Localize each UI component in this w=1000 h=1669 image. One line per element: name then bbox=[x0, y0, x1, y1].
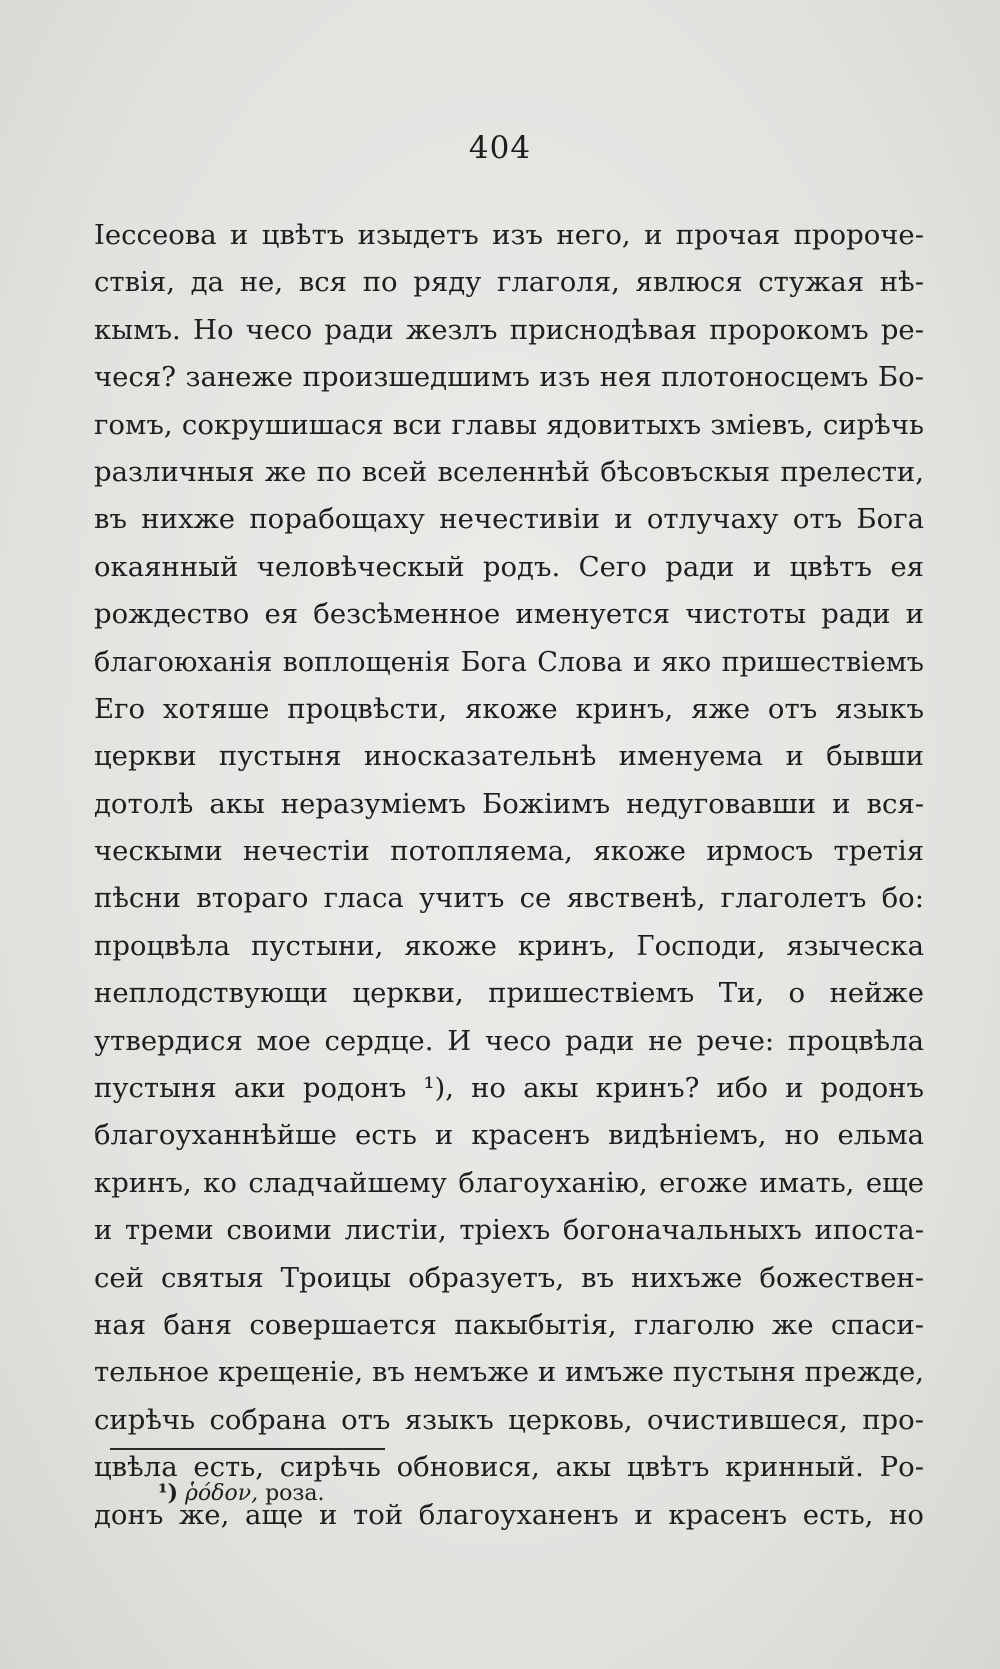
text-line: донъ же, аще и той благоуханенъ и красенъ есть, но bbox=[94, 1498, 924, 1531]
text-line: благоуханнѣйше есть и красенъ видѣніемъ, но ельма bbox=[94, 1119, 924, 1152]
text-line: и треми своими листіи, тріехъ богоначальныхъ ипоста- bbox=[94, 1214, 924, 1247]
text-line: цвѣла есть, сирѣчь обновися, акы цвѣтъ кринный. Ро- bbox=[94, 1451, 924, 1484]
text-line: ствія, да не, вся по ряду глаголя, явлюся стужая нѣ- bbox=[94, 266, 924, 299]
text-line: пѣсни втораго гласа учитъ се явственѣ, глаголетъ бо: bbox=[94, 882, 924, 915]
text-line: кымъ. Но чесо ради жезлъ приснодѣвая пророкомъ ре- bbox=[94, 313, 924, 346]
text-line: чеся? занеже произшедшимъ изъ нея плотоносцемъ Бо- bbox=[94, 361, 924, 394]
text-line: неплодствующи церкви, пришествіемъ Ти, о нейже bbox=[94, 977, 924, 1010]
text-line: церкви пустыня иносказательнѣ именуема и бывши bbox=[94, 740, 924, 773]
page-number: 404 bbox=[468, 130, 532, 166]
footnote bbox=[158, 1480, 325, 1506]
text-line: тельное крещеніе, въ немъже и имъже пустыня прежде, bbox=[94, 1356, 924, 1389]
footnote-greek-word: ῥόδον, bbox=[185, 1481, 259, 1506]
text-line: сирѣчь собрана отъ языкъ церковь, очистившеся, про- bbox=[94, 1403, 924, 1436]
text-line: ческыми нечестіи потопляема, якоже ирмосъ третія bbox=[94, 835, 924, 868]
text-line: ная баня совершается пакыбытія, глаголю же спаси- bbox=[94, 1308, 924, 1341]
footnote-gloss: роза. bbox=[265, 1481, 325, 1506]
body-text bbox=[94, 212, 924, 1539]
text-line: дотолѣ акы неразуміемъ Божіимъ недуговавши и вся- bbox=[94, 787, 924, 820]
text-line: въ нихже порабощаху нечестивіи и отлучаху отъ Бога bbox=[94, 503, 924, 536]
text-line: рождество ея безсѣменное именуется чистоты ради и bbox=[94, 598, 924, 631]
text-line: окаянный человѣческый родъ. Сего ради и цвѣтъ ея bbox=[94, 550, 924, 583]
text-line: различныя же по всей вселеннѣй бѣсовъскыя прелести, bbox=[94, 455, 924, 488]
text-line: пустыня аки родонъ ¹), но акы кринъ? ибо и родонъ bbox=[94, 1072, 924, 1105]
text-line: утвердися мое сердце. И чесо ради не рече: процвѣла bbox=[94, 1024, 924, 1057]
text-line: сей святыя Троицы образуетъ, въ нихъже божествен- bbox=[94, 1261, 924, 1294]
footnote-divider bbox=[110, 1448, 385, 1450]
footnote-marker: ¹) bbox=[158, 1480, 179, 1506]
text-line: Его хотяше процвѣсти, якоже кринъ, яже отъ языкъ bbox=[94, 692, 924, 725]
text-line: Іессеова и цвѣтъ изыдетъ изъ него, и прочая пророче- bbox=[94, 219, 924, 251]
text-line: гомъ, сокрушишася вси главы ядовитыхъ зміевъ, сирѣчь bbox=[94, 408, 924, 441]
text-line: благоюханія воплощенія Бога Слова и яко пришествіемъ bbox=[94, 646, 924, 678]
text-line: процвѣла пустыни, якоже кринъ, Господи, языческа bbox=[94, 929, 924, 962]
text-line: кринъ, ко сладчайшему благоуханію, егоже имать, еще bbox=[94, 1166, 924, 1199]
